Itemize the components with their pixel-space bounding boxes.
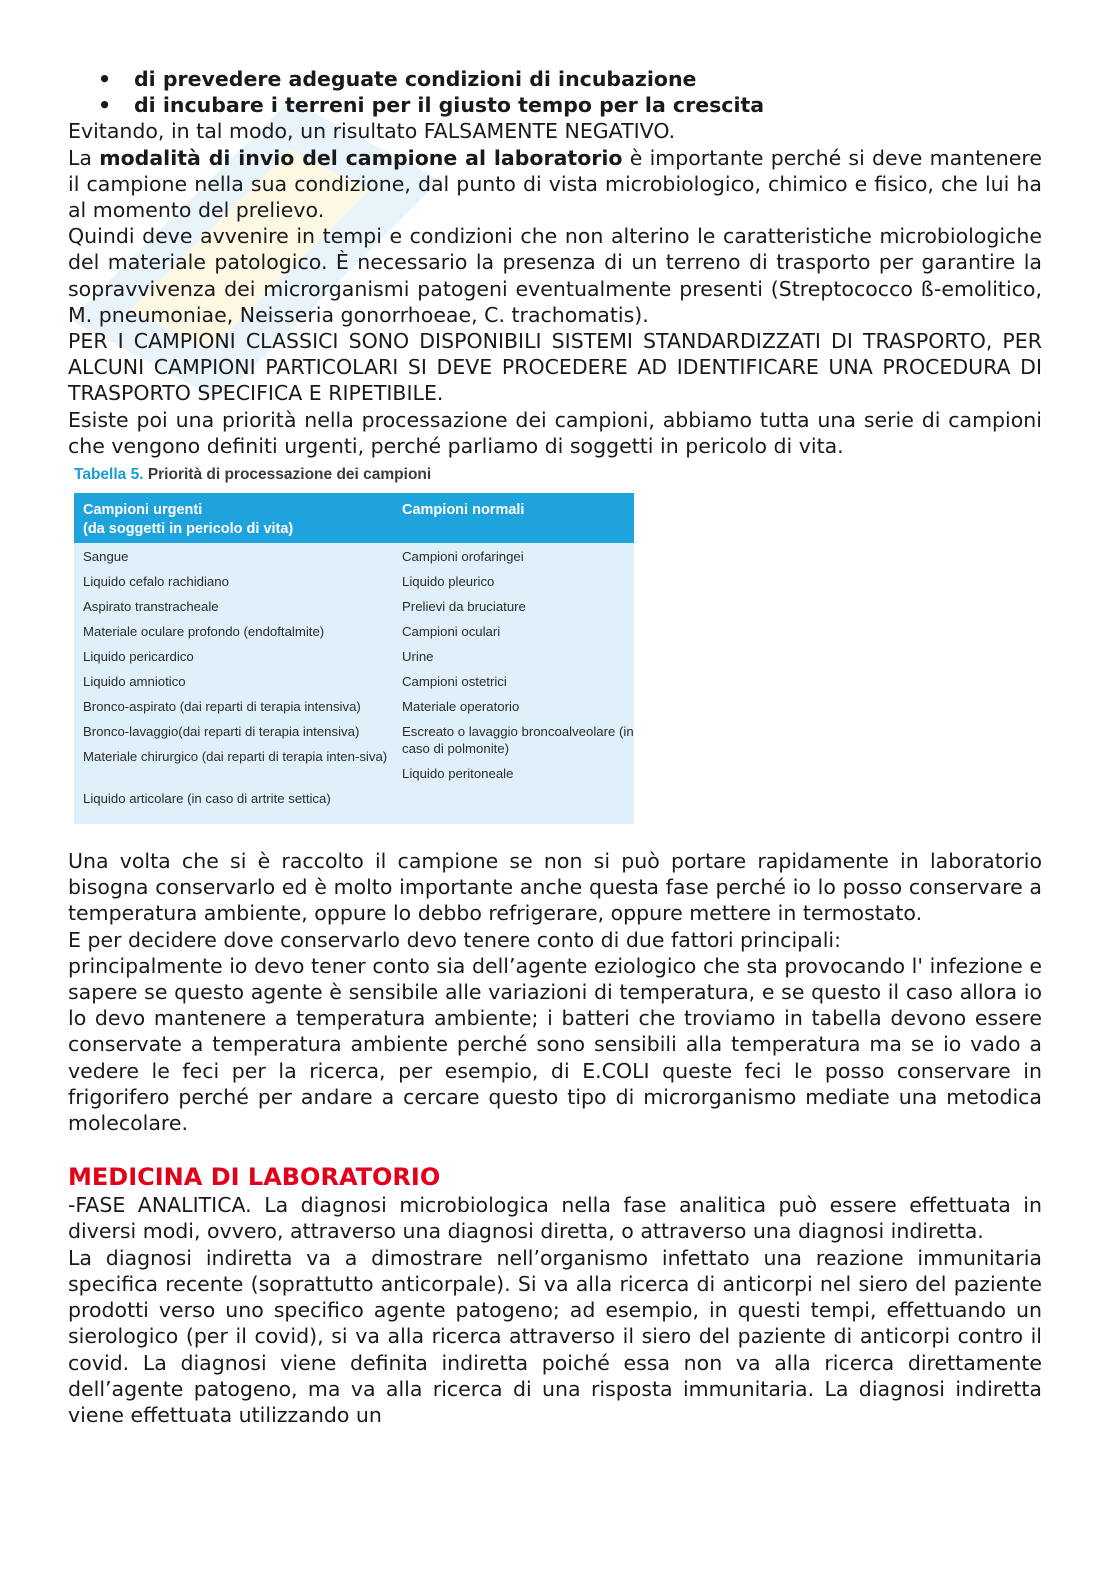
table-caption-number: Tabella 5. (74, 466, 144, 484)
table-cell: Urine (402, 649, 434, 665)
table-cell: Campioni oculari (402, 624, 501, 640)
table-cell: Sangue (83, 549, 129, 565)
table-cell: Campioni orofaringei (402, 549, 524, 565)
table-cell: Liquido cefalo rachidiano (83, 574, 229, 590)
header-urgent-subtitle: (da soggetti in pericolo di vita) (83, 521, 294, 538)
table-cell: Materiale chirurgico (dai reparti di terapia inten-siva) (83, 749, 388, 765)
table-cell: Campioni ostetrici (402, 674, 507, 690)
table-cell: Aspirato transtracheale (83, 599, 219, 615)
table-cell: Prelievi da bruciature (402, 599, 526, 615)
table-cell: Liquido articolare (in caso di artrite settica) (83, 791, 331, 807)
paragraph (68, 145, 1042, 224)
priority-table (74, 493, 634, 824)
paragraph: E per decidere dove conservarlo devo tenere conto di due fattori principali: (68, 927, 842, 952)
table-cell: Bronco-lavaggio(dai reparti di terapia intensiva) (83, 724, 360, 740)
bullet-list (68, 66, 1042, 118)
table-cell: Liquido amniotico (83, 674, 186, 690)
section-title: MEDICINA DI LABORATORIO (68, 1163, 441, 1192)
table-caption (74, 465, 1042, 485)
paragraph: Esiste poi una priorità nella processazione dei campioni, abbiamo tutta una serie di campioni che vengono definiti urgenti, perché parliamo di soggetti in pericolo di vita. (68, 407, 1042, 458)
paragraph: Quindi deve avvenire in tempi e condizioni che non alterino le caratteristiche microbiologiche del materiale patologico. È necessario la presenza di un terreno di trasporto per garantire la sopravvivenza dei microrganismi patogeni eventualmente presenti (Streptococco ß-emolitico, M. pneumoniae, Neisseria gonorrhoeae, C. trachomatis). (68, 224, 1042, 327)
text-span: La (68, 145, 100, 170)
table-cell: Materiale oculare profondo (endoftalmite) (83, 624, 325, 640)
paragraph: -FASE ANALITICA. La diagnosi microbiologica nella fase analitica può essere effettuata in diversi modi, ovvero, attraverso una diagnosi diretta, o attraverso una diagnosi indiretta. (68, 1193, 1042, 1244)
paragraph: PER I CAMPIONI CLASSICI SONO DISPONIBILI SISTEMI STANDARDIZZATI DI TRASPORTO, PER ALCUNI CAMPIONI PARTICOLARI SI DEVE PROCEDERE AD IDENTIFICARE UNA PROCEDURA DI TRASPORTO SPECIFICA E RIPETIBILE. (68, 329, 1042, 406)
table-cell: Liquido peritoneale (402, 766, 514, 782)
table-cell: Liquido pleurico (402, 574, 495, 590)
text-span: è importante perché si deve mantenere il campione nella sua condizione, dal punto di vista microbiologico, chimico e fisico, che lui ha al momento del prelievo. (68, 145, 1042, 223)
header-urgent-title: Campioni urgenti (83, 502, 203, 519)
bold-phrase: modalità di invio del campione al laboratorio (99, 145, 623, 170)
table-cell: Liquido pericardico (83, 649, 194, 665)
table-body (74, 543, 634, 824)
paragraph: principalmente io devo tener conto sia dell’agente eziologico che sta provocando l' infezione e sapere se questo agente è sensibile alle variazioni di temperatura, e se questo il caso allora io lo devo mantenere a temperatura ambiente; i batteri che troviamo in tabella devono essere conservate a temperatura ambiente perché sono sensibili alla temperatura ma se io vado a vedere le feci per la ricerca, per esempio, di E.COLI queste feci le posso conservare in frigorifero perché per andare a cercare questo tipo di microrganismo mediate una metodica molecolare. (68, 953, 1042, 1136)
normal-column (393, 549, 634, 816)
header-urgent (74, 501, 393, 537)
paragraph: La diagnosi indiretta va a dimostrare nell’organismo infettato una reazione immunitaria specifica recente (soprattutto anticorpale). Si va alla ricerca di anticorpi nel siero del paziente prodotti verso uno specifico agente patogeno; ad esempio, in questi tempi, effettuando un sierologico (per il covid), si va alla ricerca attraverso il siero del paziente di anticorpi contro il covid. La diagnosi viene definita indiretta poiché essa non va alla ricerca direttamente dell’agente patogeno, ma va alla ricerca di una risposta immunitaria. La diagnosi indiretta viene effettuata utilizzando un (68, 1245, 1042, 1427)
table-cell: Materiale operatorio (402, 699, 520, 715)
bullet-item: • di prevedere adeguate condizioni di incubazione (68, 66, 1042, 92)
table-header (74, 493, 634, 543)
paragraph: Evitando, in tal modo, un risultato FALSAMENTE NEGATIVO. (68, 119, 676, 144)
document-page (68, 66, 1042, 1428)
urgent-column (74, 549, 393, 816)
bullet-item: • di incubare i terreni per il giusto tempo per la crescita (68, 92, 1042, 118)
paragraph: Una volta che si è raccolto il campione se non si può portare rapidamente in laboratorio bisogna conservarlo ed è molto importante anche questa fase perché io lo posso conservare a temperatura ambiente, oppure lo debbo refrigerare, oppure mettere in termostato. (68, 849, 1042, 926)
table-cell: Escreato o lavaggio broncoalveolare (in caso di polmonite) (402, 724, 634, 756)
header-normal: Campioni normali (402, 502, 525, 519)
table-caption-text: Priorità di processazione dei campioni (147, 466, 432, 484)
table-cell: Bronco-aspirato (dai reparti di terapia intensiva) (83, 699, 361, 715)
